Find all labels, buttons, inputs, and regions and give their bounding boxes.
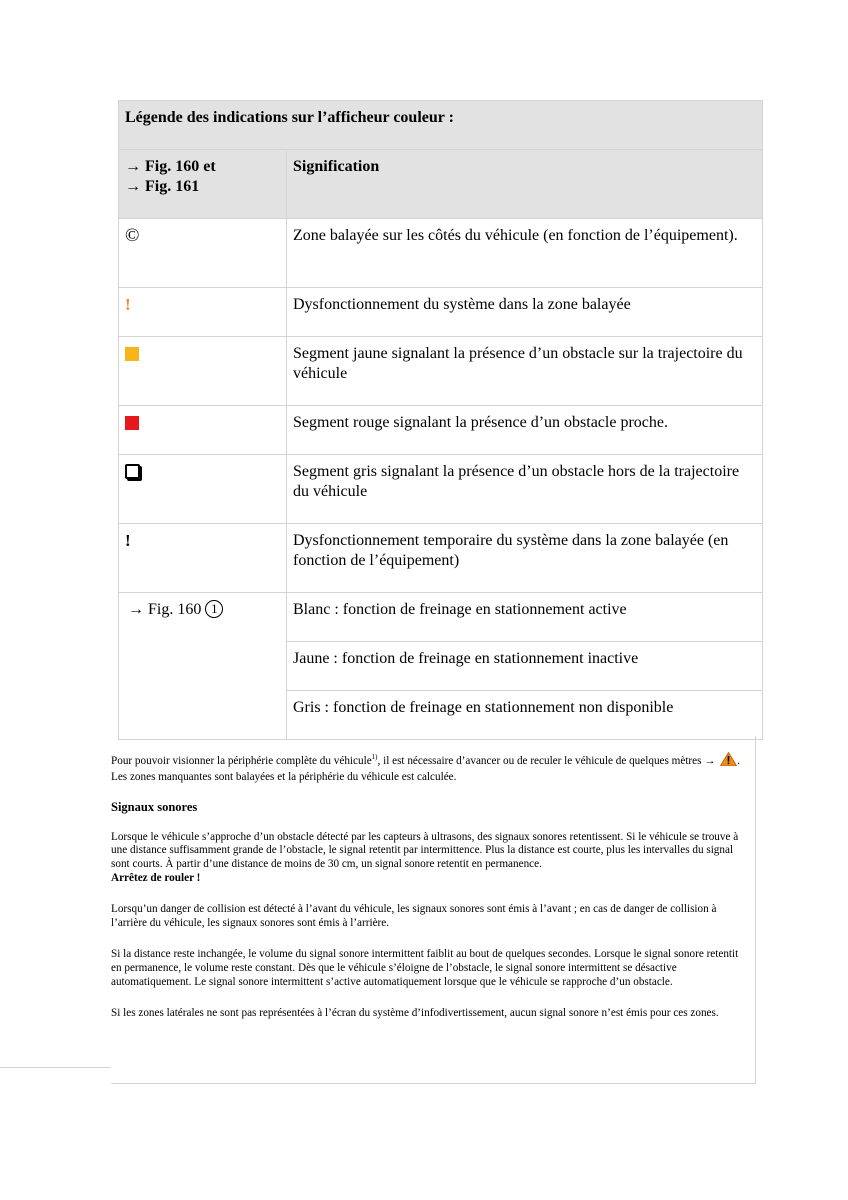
table-row xyxy=(119,524,763,593)
table-row xyxy=(119,593,763,642)
header-fig-ref xyxy=(119,150,287,219)
yellow-segment-icon xyxy=(125,347,139,361)
row-text: Dysfonctionnement temporaire du système dans la zone balayée (en fonction de l’équipement) xyxy=(287,524,763,593)
fig-ref-label: → Fig. 160 xyxy=(128,601,202,618)
row-text: Blanc : fonction de freinage en stationnement active xyxy=(287,593,763,642)
arrow-ref: → xyxy=(704,755,716,767)
legend-table xyxy=(118,100,763,740)
paragraph-4: Si les zones latérales ne sont pas représentées à l’écran du système d’infodivertissement, aucun signal sonore n’est émis pour ces zones. xyxy=(111,1007,719,1020)
fig-ref-cell xyxy=(119,593,287,740)
table-header-row xyxy=(119,150,763,219)
intro-text-2: , il est nécessaire d’avancer ou de reculer le véhicule de quelques mètres xyxy=(377,755,702,767)
warning-triangle-icon xyxy=(720,752,737,771)
paragraph-1 xyxy=(111,831,751,885)
black-exclamation-icon: ! xyxy=(125,531,131,550)
row-text: Segment gris signalant la présence d’un obstacle hors de la trajectoire du véhicule xyxy=(287,455,763,524)
row-text: Dysfonctionnement du système dans la zone balayée xyxy=(287,288,763,337)
symbol-cell xyxy=(119,337,287,406)
body-text-block xyxy=(111,736,756,1084)
red-segment-icon xyxy=(125,416,139,430)
table-row xyxy=(119,455,763,524)
header-fig-ref-line1: → Fig. 160 et xyxy=(125,158,216,175)
row-text: Zone balayée sur les côtés du véhicule (en fonction de l’équipement). xyxy=(287,219,763,288)
table-caption-row xyxy=(119,101,763,150)
symbol-cell xyxy=(119,455,287,524)
table-row xyxy=(119,406,763,455)
symbol-cell xyxy=(119,219,287,288)
paragraph-2: Lorsqu’un danger de collision est détecté à l’avant du véhicule, les signaux sonores sont émis à l’avant ; en cas de danger de collision à l’arrière du véhicule, les signaux sonores sont émis à l’arrière. xyxy=(111,903,717,929)
table-row xyxy=(119,288,763,337)
divider-line xyxy=(0,1067,111,1068)
grey-segment-icon xyxy=(125,464,140,479)
header-fig-ref-line2: → Fig. 161 xyxy=(125,178,200,195)
row-text: Segment jaune signalant la présence d’un obstacle sur la trajectoire du véhicule xyxy=(287,337,763,406)
paragraph-1-text: Lorsque le véhicule s’approche d’un obstacle détecté par les capteurs à ultrasons, des signaux sonores retentissent. Si le véhicule se trouve à une distance suffisamment grande de l’obstacle, le signal retentit par intermittence. Plus la distance est courte, plus les intervalles du signal sont courts. À partir d’une distance de moins de 30 cm, un signal sonore retentit en permanence. xyxy=(111,830,739,870)
symbol-cell xyxy=(119,406,287,455)
intro-paragraph xyxy=(111,752,751,784)
table-row xyxy=(119,337,763,406)
intro-text-3: . Les zones manquantes sont balayées et la périphérie du véhicule est calculée. xyxy=(111,755,741,783)
row-text: Gris : fonction de freinage en stationnement non disponible xyxy=(287,691,763,740)
header-signification: Signification xyxy=(287,150,763,219)
paragraph-3: Si la distance reste inchangée, le volume du signal sonore intermittent faiblit au bout de quelques secondes. Lorsque le signal sonore retentit en permanence, le volume reste constant. Dès que le véhicule s’éloigne de l’obstacle, le signal sonore intermittent se désactive automatiquement. Le signal sonore intermittent s’active automatiquement lorsque que le véhicule se rapproche d’un obstacle. xyxy=(111,948,739,988)
table-caption: Légende des indications sur l’afficheur couleur : xyxy=(119,101,763,150)
section-title: Signaux sonores xyxy=(111,800,198,815)
table-row xyxy=(119,219,763,288)
orange-exclamation-icon: ! xyxy=(125,295,131,314)
zone-symbol-icon: © xyxy=(125,225,140,246)
callout-number-icon: 1 xyxy=(205,600,223,618)
intro-text-1: Pour pouvoir visionner la périphérie complète du véhicule xyxy=(111,755,372,767)
symbol-cell xyxy=(119,288,287,337)
stop-warning-text: Arrêtez de rouler ! xyxy=(111,871,201,884)
symbol-cell xyxy=(119,524,287,593)
row-text: Segment rouge signalant la présence d’un obstacle proche. xyxy=(287,406,763,455)
row-text: Jaune : fonction de freinage en stationnement inactive xyxy=(287,642,763,691)
footnote-marker: 1) xyxy=(371,753,378,761)
